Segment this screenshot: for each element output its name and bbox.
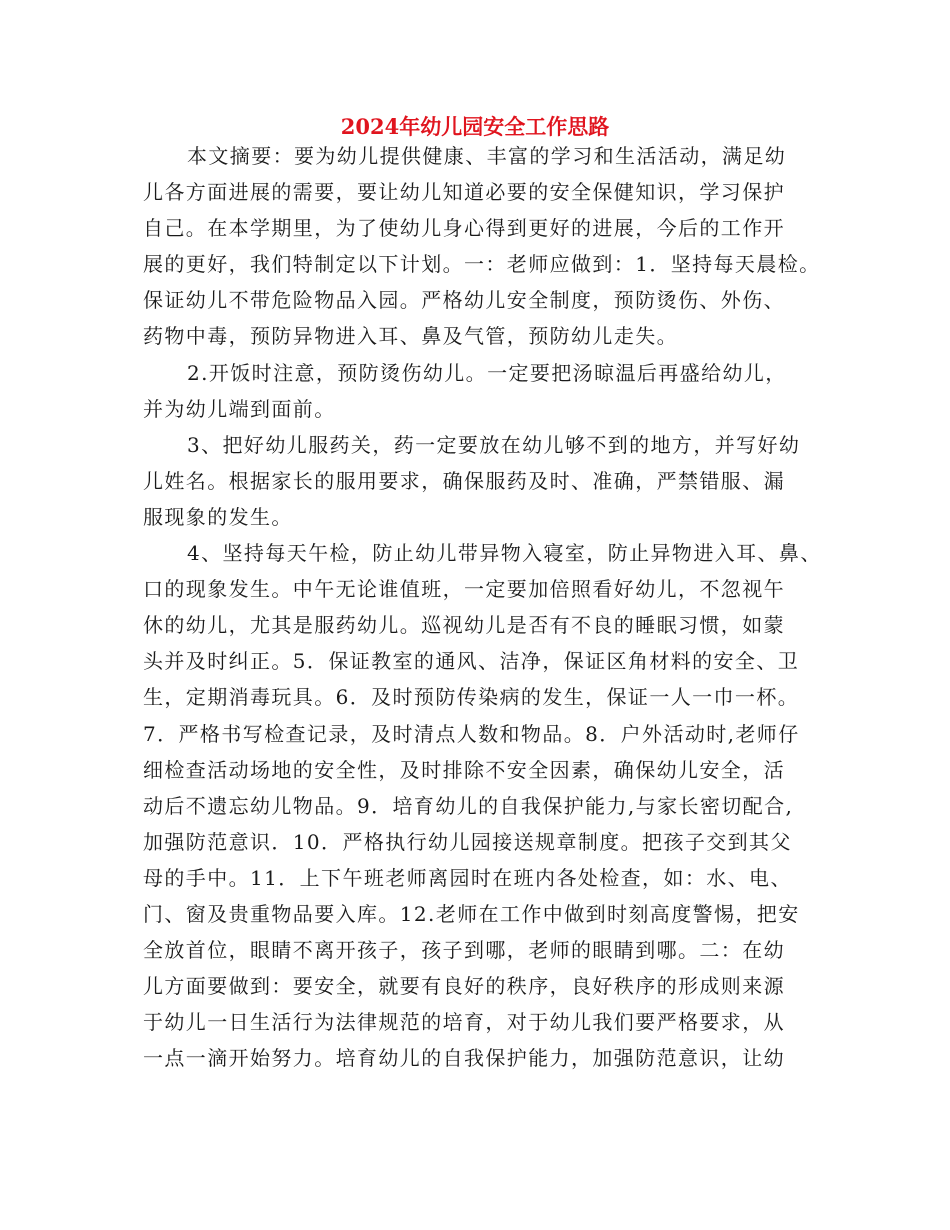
text-line: 细检查活动场地的安全性，及时排除不安全因素，确保幼儿安全，活 (143, 757, 785, 782)
text-line: 门、窗及贵重物品要入库。12.老师在工作中做到时刻高度警惕，把安 (143, 901, 800, 926)
text-line: 服现象的发生。 (143, 504, 293, 529)
text-line: 休的幼儿，尤其是服药幼儿。巡视幼儿是否有不良的睡眠习惯，如蒙 (143, 613, 785, 638)
text-line: 口的现象发生。中午无论谁值班，一定要加倍照看好幼儿，不忽视午 (143, 577, 785, 602)
text-line: 一点一滴开始努力。培育幼儿的自我保护能力，加强防范意识，让幼 (143, 1046, 785, 1071)
text-line: 4、坚持每天午检，防止幼儿带异物入寝室，防止异物进入耳、鼻、 (187, 541, 822, 566)
text-line: 儿姓名。根据家长的服用要求，确保服药及时、准确，严禁错服、漏 (143, 468, 785, 493)
text-line: 药物中毒，预防异物进入耳、鼻及气管，预防幼儿走失。 (143, 324, 678, 349)
text-line: 展的更好，我们特制定以下计划。一：老师应做到：1．坚持每天晨检。 (143, 252, 821, 277)
text-line: 儿方面要做到：要安全，就要有良好的秩序，良好秩序的形成则来源 (143, 974, 785, 999)
text-line: 生，定期消毒玩具。6．及时预防传染病的发生，保证一人一巾一杯。 (143, 685, 800, 710)
text-line: 并为幼儿端到面前。 (143, 396, 336, 421)
text-line: 全放首位，眼睛不离开孩子，孩子到哪，老师的眼睛到哪。二：在幼 (143, 938, 785, 963)
text-line: 头并及时纠正。5．保证教室的通风、洁净，保证区角材料的安全、卫 (143, 649, 800, 674)
text-line: 自己。在本学期里，为了使幼儿身心得到更好的进展，今后的工作开 (143, 216, 785, 241)
text-line: 2.开饭时注意，预防烫伤幼儿。一定要把汤晾温后再盛给幼儿， (187, 360, 787, 385)
text-line: 儿各方面进展的需要，要让幼儿知道必要的安全保健知识，学习保护 (143, 180, 785, 205)
text-line: 3、把好幼儿服药关，药一定要放在幼儿够不到的地方，并写好幼 (187, 432, 801, 457)
document-body (143, 138, 829, 1076)
text-line: 母的手中。11．上下午班老师离园时在班内各处检查，如：水、电、 (143, 865, 792, 890)
text-line: 动后不遗忘幼儿物品。9．培育幼儿的自我保护能力,与家长密切配合, (143, 793, 794, 818)
text-line: 于幼儿一日生活行为法律规范的培育，对于幼儿我们要严格要求，从 (143, 1010, 785, 1035)
text-line: 加强防范意识．10．严格执行幼儿园接送规章制度。把孩子交到其父 (143, 829, 792, 854)
text-line: 保证幼儿不带危险物品入园。严格幼儿安全制度，预防烫伤、外伤、 (143, 288, 785, 313)
document-title: 2024年幼儿园安全工作思路 (340, 114, 610, 139)
text-line: 本文摘要：要为幼儿提供健康、丰富的学习和生活活动，满足幼 (187, 144, 787, 168)
text-line: 7．严格书写检查记录，及时清点人数和物品。8．户外活动时,老师仔 (143, 721, 800, 746)
